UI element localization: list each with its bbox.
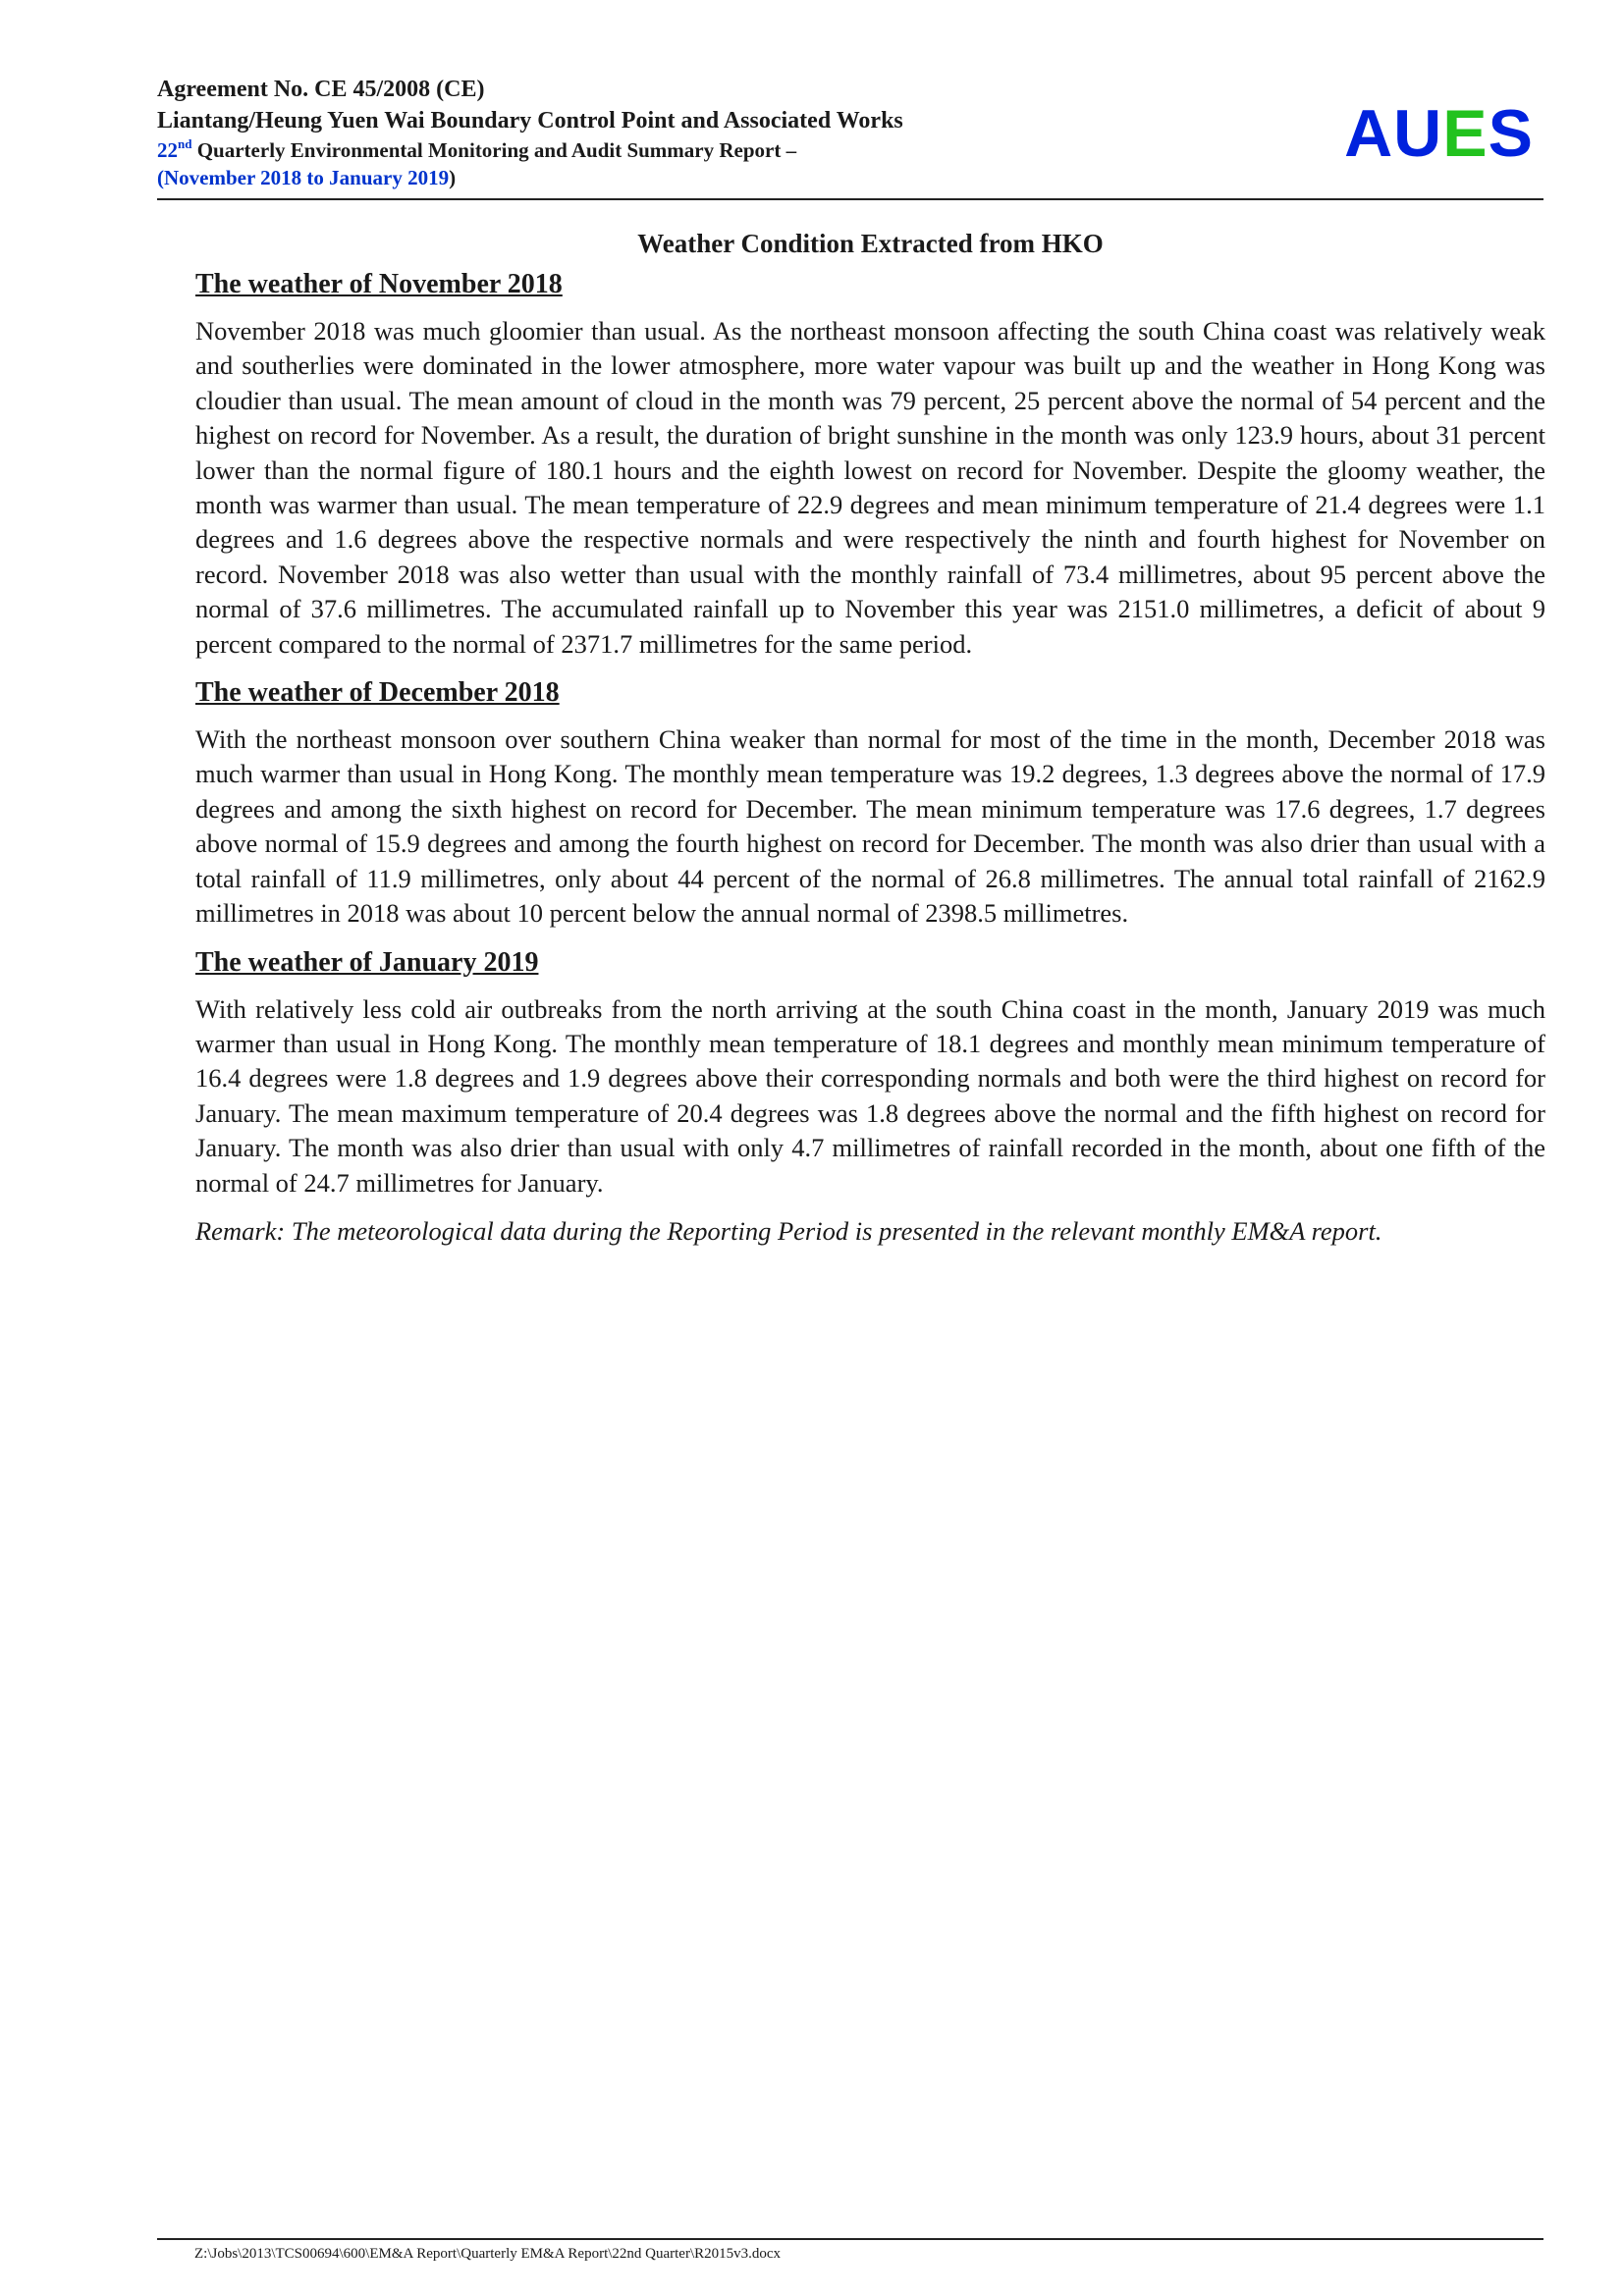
footer-divider (157, 2238, 1543, 2240)
period-text: November 2018 to January 2019 (164, 166, 450, 189)
aues-logo (1344, 96, 1534, 171)
remark: Remark: The meteorological data during the Reporting Period is presented in the relevant monthly EM&A report. (195, 1215, 1382, 1246)
section-body-december: With the northeast monsoon over southern China weaker than normal for most of the time in the month, December 2018 was much warmer than usual in Hong Kong. The monthly mean temperature was 19.2 degrees, 1.3 degrees above the normal of 17.9 degrees and among the sixth highest on record for December. The mean minimum temperature was 17.6 degrees, 1.7 degrees above normal of 15.9 degrees and among the fourth highest on record for December. The month was also drier than usual with a total rainfall of 11.9 millimetres, only about 44 percent of the normal of 26.8 millimetres. The annual total rainfall of 2162.9 millimetres in 2018 was about 10 percent below the annual normal of 2398.5 millimetres. (195, 724, 1545, 929)
section-heading-november: The weather of November 2018 (195, 269, 563, 299)
section-heading-january: The weather of January 2019 (195, 946, 539, 978)
header-divider (157, 198, 1543, 200)
report-title-text: Quarterly Environmental Monitoring and Audit Summary Report – (191, 138, 797, 162)
logo-letter-s: S (1488, 96, 1534, 171)
report-number-suffix: nd (178, 136, 192, 151)
report-period (157, 163, 456, 192)
report-title (157, 135, 796, 165)
logo-letter-e: E (1442, 96, 1489, 171)
document-body (195, 226, 1545, 1249)
agreement-number: Agreement No. CE 45/2008 (CE) (157, 77, 485, 102)
period-close-paren: ) (449, 166, 457, 189)
logo-letters-au: AU (1344, 96, 1443, 171)
project-title: Liantang/Heung Yuen Wai Boundary Control Point and Associated Works (157, 108, 903, 133)
report-number: 22 (157, 138, 178, 162)
section-heading-december: The weather of December 2018 (195, 677, 560, 709)
footer-file-path: Z:\Jobs\2013\TCS00694\600\EM&A Report\Quarterly EM&A Report\22nd Quarter\R2015v3.docx (194, 2246, 782, 2262)
section-body-november: November 2018 was much gloomier than usual. As the northeast monsoon affecting the south China coast was relatively weak and southerlies were dominated in the lower atmosphere, more water vapour was built up and the weather in Hong Kong was cloudier than usual. The mean amount of cloud in the month was 79 percent, 25 percent above the normal of 54 percent and the highest on record for November. As a result, the duration of bright sunshine in the month was only 123.9 hours, about 31 percent lower than the normal figure of 180.1 hours and the eighth lowest on record for November. Despite the gloomy weather, the month was warmer than usual. The mean temperature of 22.9 degrees and mean minimum temperature of 21.4 degrees were 1.1 degrees and 1.6 degrees above the respective normals and were respectively the ninth and fourth highest for November on record. November 2018 was also wetter than usual with the monthly rainfall of 73.4 millimetres, about 95 percent above the normal of 37.6 millimetres. The accumulated rainfall up to November this year was 2151.0 millimetres, a deficit of about 9 percent compared to the normal of 2371.7 millimetres for the same period. (195, 316, 1545, 659)
section-body-january: With relatively less cold air outbreaks from the north arriving at the south China coast in the month, January 2019 was much warmer than usual in Hong Kong. The monthly mean temperature of 18.1 degrees and monthly mean minimum temperature of 16.4 degrees were 1.8 degrees and 1.9 degrees above their corresponding normals and both were the third highest on record for January. The mean maximum temperature of 20.4 degrees was 1.8 degrees above the normal and the fifth highest on record for January. The month was also drier than usual with only 4.7 millimetres of rainfall recorded in the month, about one fifth of the normal of 24.7 millimetres for January. (195, 993, 1545, 1198)
page-header (157, 67, 1543, 198)
period-open-paren: ( (157, 166, 164, 189)
document-title: Weather Condition Extracted from HKO (637, 229, 1104, 258)
